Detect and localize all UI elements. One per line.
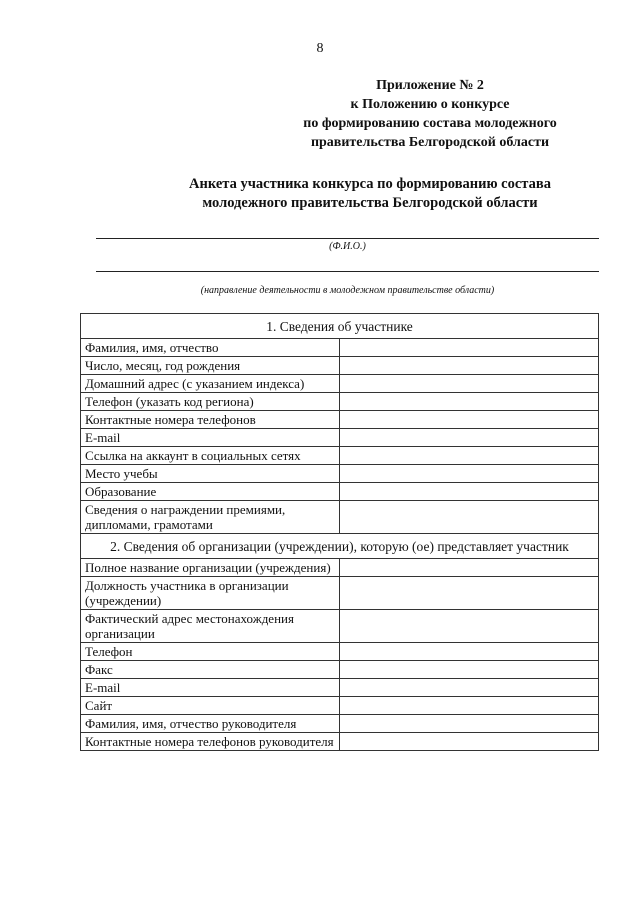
form-row: [81, 679, 599, 697]
field-value-cell[interactable]: [340, 357, 599, 375]
field-value-cell[interactable]: [340, 679, 599, 697]
field-value-cell[interactable]: [340, 733, 599, 751]
appendix-line: Приложение № 2: [376, 78, 484, 93]
field-label: Фактический адрес местонахождения организации: [81, 610, 340, 643]
field-label: Факс: [81, 661, 340, 679]
field-label: E-mail: [81, 679, 340, 697]
field-value-cell[interactable]: [340, 429, 599, 447]
field-label: Фамилия, имя, отчество: [81, 339, 340, 357]
form-row: [81, 393, 599, 411]
page-number: 8: [316, 41, 324, 56]
field-value-cell[interactable]: [340, 643, 599, 661]
field-value-cell[interactable]: [340, 661, 599, 679]
form-row: [81, 411, 599, 429]
form-row: [81, 357, 599, 375]
field-value-cell[interactable]: [340, 411, 599, 429]
field-value-cell[interactable]: [340, 501, 599, 534]
field-label: Число, месяц, год рождения: [81, 357, 340, 375]
section-title: 1. Сведения об участнике: [81, 314, 599, 339]
form-row: [81, 610, 599, 643]
section-header-row: [81, 314, 599, 339]
appendix-line: по формированию состава молодежного: [303, 116, 557, 131]
field-label: Образование: [81, 483, 340, 501]
field-label: E-mail: [81, 429, 340, 447]
field-label: Место учебы: [81, 465, 340, 483]
fio-fill-line[interactable]: [96, 238, 599, 239]
field-value-cell[interactable]: [340, 447, 599, 465]
field-value-cell[interactable]: [340, 375, 599, 393]
field-value-cell[interactable]: [340, 465, 599, 483]
field-value-cell[interactable]: [340, 393, 599, 411]
form-row: [81, 447, 599, 465]
field-value-cell[interactable]: [340, 715, 599, 733]
appendix-line: правительства Белгородской области: [310, 135, 550, 150]
form-row: [81, 577, 599, 610]
field-value-cell[interactable]: [340, 697, 599, 715]
field-value-cell[interactable]: [340, 610, 599, 643]
questionnaire-table: [80, 313, 599, 751]
form-row: [81, 733, 599, 751]
fio-caption: (Ф.И.О.): [329, 241, 366, 252]
form-row: [81, 501, 599, 534]
form-row: [81, 643, 599, 661]
field-value-cell[interactable]: [340, 559, 599, 577]
field-label: Сведения о награждении премиями, дипломами, грамотами: [81, 501, 340, 534]
field-label: Ссылка на аккаунт в социальных сетях: [81, 447, 340, 465]
form-row: [81, 715, 599, 733]
field-label: Должность участника в организации (учреждении): [81, 577, 340, 610]
form-row: [81, 339, 599, 357]
form-row: [81, 429, 599, 447]
section-title: 2. Сведения об организации (учреждении), которую (ое) представляет участник: [81, 534, 599, 559]
form-row: [81, 559, 599, 577]
direction-fill-line[interactable]: [96, 271, 599, 272]
field-value-cell[interactable]: [340, 577, 599, 610]
form-row: [81, 661, 599, 679]
field-label: Телефон: [81, 643, 340, 661]
field-label: Контактные номера телефонов: [81, 411, 340, 429]
form-title: [160, 175, 580, 213]
field-label: Телефон (указать код региона): [81, 393, 340, 411]
field-label: Контактные номера телефонов руководителя: [81, 733, 340, 751]
field-label: Сайт: [81, 697, 340, 715]
field-label: Полное название организации (учреждения): [81, 559, 340, 577]
form-row: [81, 465, 599, 483]
section-header-row: [81, 534, 599, 559]
form-title-line: Анкета участника конкурса по формированию состава: [189, 176, 551, 192]
appendix-header: [270, 76, 590, 152]
field-value-cell[interactable]: [340, 483, 599, 501]
direction-caption: (направление деятельности в молодежном правительстве области): [200, 285, 495, 296]
form-row: [81, 483, 599, 501]
form-row: [81, 697, 599, 715]
form-title-line: молодежного правительства Белгородской области: [202, 195, 538, 211]
field-label: Домашний адрес (с указанием индекса): [81, 375, 340, 393]
appendix-line: к Положению о конкурсе: [350, 97, 510, 112]
field-label: Фамилия, имя, отчество руководителя: [81, 715, 340, 733]
form-row: [81, 375, 599, 393]
field-value-cell[interactable]: [340, 339, 599, 357]
